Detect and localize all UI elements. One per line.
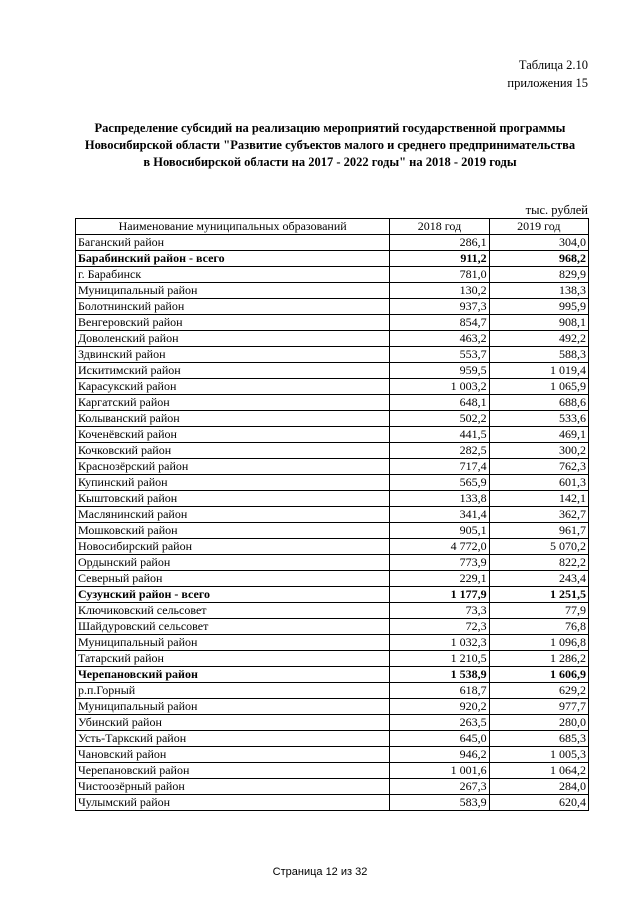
value-2018-cell: 72,3 (390, 619, 489, 635)
municipality-cell: Здвинский район (76, 347, 390, 363)
municipality-cell: Доволенский район (76, 331, 390, 347)
municipality-cell: Венгеровский район (76, 315, 390, 331)
value-2019-cell: 688,6 (489, 395, 588, 411)
municipality-cell: Чистоозёрный район (76, 779, 390, 795)
value-2018-cell: 1 177,9 (390, 587, 489, 603)
value-2018-cell: 229,1 (390, 571, 489, 587)
value-2019-cell: 138,3 (489, 283, 588, 299)
table-row (76, 795, 589, 811)
value-2018-cell: 781,0 (390, 267, 489, 283)
table-row (76, 539, 589, 555)
value-2018-cell: 553,7 (390, 347, 489, 363)
value-2018-cell: 773,9 (390, 555, 489, 571)
table-row (76, 619, 589, 635)
value-2019-cell: 1 019,4 (489, 363, 588, 379)
value-2019-cell: 77,9 (489, 603, 588, 619)
table-row (76, 315, 589, 331)
title-line-3: в Новосибирской области на 2017 - 2022 годы" на 2018 - 2019 годы (143, 155, 517, 169)
municipality-cell: Татарский район (76, 651, 390, 667)
municipality-cell: Северный район (76, 571, 390, 587)
value-2018-cell: 1 001,6 (390, 763, 489, 779)
value-2019-cell: 995,9 (489, 299, 588, 315)
table-row (76, 475, 589, 491)
value-2019-cell: 1 606,9 (489, 667, 588, 683)
value-2019-cell: 284,0 (489, 779, 588, 795)
units-label: тыс. рублей (525, 203, 588, 217)
table-row (76, 747, 589, 763)
value-2019-cell: 685,3 (489, 731, 588, 747)
municipality-cell: Коченёвский район (76, 427, 390, 443)
title-line-1: Распределение субсидий на реализацию мероприятий государственной программы (94, 121, 566, 135)
table-row (76, 651, 589, 667)
value-2019-cell: 829,9 (489, 267, 588, 283)
table-row (76, 363, 589, 379)
municipality-cell: Болотнинский район (76, 299, 390, 315)
value-2019-cell: 469,1 (489, 427, 588, 443)
municipality-cell: Искитимский район (76, 363, 390, 379)
table-number: Таблица 2.10 (518, 58, 588, 72)
municipality-cell: Краснозёрский район (76, 459, 390, 475)
value-2019-cell: 968,2 (489, 251, 588, 267)
header-municipality: Наименование муниципальных образований (76, 219, 390, 235)
table-row (76, 331, 589, 347)
value-2018-cell: 282,5 (390, 443, 489, 459)
value-2019-cell: 362,7 (489, 507, 588, 523)
value-2019-cell: 142,1 (489, 491, 588, 507)
table-row (76, 715, 589, 731)
value-2018-cell: 583,9 (390, 795, 489, 811)
value-2018-cell: 1 538,9 (390, 667, 489, 683)
value-2019-cell: 1 064,2 (489, 763, 588, 779)
table-row (76, 763, 589, 779)
appendix-number: приложения 15 (507, 76, 588, 90)
value-2018-cell: 717,4 (390, 459, 489, 475)
value-2018-cell: 911,2 (390, 251, 489, 267)
municipality-cell: Черепановский район (76, 667, 390, 683)
table-row (76, 667, 589, 683)
municipality-cell: Усть-Таркский район (76, 731, 390, 747)
municipality-cell: Чановский район (76, 747, 390, 763)
table-row (76, 283, 589, 299)
municipality-cell: Кочковский район (76, 443, 390, 459)
table-row (76, 267, 589, 283)
municipality-cell: Ордынский район (76, 555, 390, 571)
municipality-cell: Сузунский район - всего (76, 587, 390, 603)
value-2018-cell: 130,2 (390, 283, 489, 299)
table-row (76, 699, 589, 715)
table-row (76, 731, 589, 747)
value-2019-cell: 304,0 (489, 235, 588, 251)
value-2018-cell: 263,5 (390, 715, 489, 731)
municipality-cell: г. Барабинск (76, 267, 390, 283)
value-2019-cell: 961,7 (489, 523, 588, 539)
table-row (76, 459, 589, 475)
municipality-cell: р.п.Горный (76, 683, 390, 699)
value-2018-cell: 854,7 (390, 315, 489, 331)
value-2018-cell: 565,9 (390, 475, 489, 491)
value-2019-cell: 588,3 (489, 347, 588, 363)
table-row (76, 411, 589, 427)
table-row (76, 443, 589, 459)
value-2018-cell: 1 210,5 (390, 651, 489, 667)
municipality-cell: Купинский район (76, 475, 390, 491)
header-2018: 2018 год (390, 219, 489, 235)
value-2018-cell: 73,3 (390, 603, 489, 619)
table-row (76, 507, 589, 523)
page-number: Страница 12 из 32 (272, 866, 368, 878)
value-2018-cell: 441,5 (390, 427, 489, 443)
municipality-cell: Черепановский район (76, 763, 390, 779)
value-2019-cell: 629,2 (489, 683, 588, 699)
value-2019-cell: 762,3 (489, 459, 588, 475)
table-body (76, 235, 589, 811)
table-row (76, 379, 589, 395)
municipality-cell: Барабинский район - всего (76, 251, 390, 267)
value-2018-cell: 959,5 (390, 363, 489, 379)
table-row (76, 427, 589, 443)
value-2018-cell: 946,2 (390, 747, 489, 763)
table-row (76, 555, 589, 571)
value-2019-cell: 1 005,3 (489, 747, 588, 763)
value-2018-cell: 286,1 (390, 235, 489, 251)
table-row (76, 491, 589, 507)
table-header-row (76, 219, 589, 235)
value-2018-cell: 502,2 (390, 411, 489, 427)
value-2018-cell: 463,2 (390, 331, 489, 347)
table-row (76, 235, 589, 251)
table-row (76, 683, 589, 699)
value-2019-cell: 300,2 (489, 443, 588, 459)
value-2018-cell: 937,3 (390, 299, 489, 315)
value-2019-cell: 5 070,2 (489, 539, 588, 555)
value-2019-cell: 822,2 (489, 555, 588, 571)
value-2019-cell: 977,7 (489, 699, 588, 715)
municipality-cell: Убинский район (76, 715, 390, 731)
value-2018-cell: 1 003,2 (390, 379, 489, 395)
table-row (76, 571, 589, 587)
municipality-cell: Муниципальный район (76, 699, 390, 715)
value-2019-cell: 601,3 (489, 475, 588, 491)
municipality-cell: Ключиковский сельсовет (76, 603, 390, 619)
value-2019-cell: 908,1 (489, 315, 588, 331)
value-2019-cell: 280,0 (489, 715, 588, 731)
title-line-2: Новосибирской области "Развитие субъектов малого и среднего предпринимательства (84, 138, 576, 152)
municipality-cell: Колыванский район (76, 411, 390, 427)
municipality-cell: Новосибирский район (76, 539, 390, 555)
value-2018-cell: 905,1 (390, 523, 489, 539)
value-2019-cell: 533,6 (489, 411, 588, 427)
header-2019: 2019 год (489, 219, 588, 235)
municipality-cell: Карасукский район (76, 379, 390, 395)
table-reference (507, 56, 588, 92)
value-2018-cell: 645,0 (390, 731, 489, 747)
table-row (76, 603, 589, 619)
value-2018-cell: 133,8 (390, 491, 489, 507)
value-2018-cell: 4 772,0 (390, 539, 489, 555)
value-2019-cell: 1 286,2 (489, 651, 588, 667)
table-row (76, 635, 589, 651)
municipality-cell: Каргатский район (76, 395, 390, 411)
table-row (76, 779, 589, 795)
document-title (60, 120, 600, 171)
value-2019-cell: 1 251,5 (489, 587, 588, 603)
value-2018-cell: 920,2 (390, 699, 489, 715)
municipality-cell: Муниципальный район (76, 283, 390, 299)
value-2019-cell: 1 096,8 (489, 635, 588, 651)
value-2019-cell: 1 065,9 (489, 379, 588, 395)
value-2019-cell: 243,4 (489, 571, 588, 587)
table-row (76, 299, 589, 315)
subsidy-table (75, 218, 589, 811)
municipality-cell: Муниципальный район (76, 635, 390, 651)
value-2019-cell: 620,4 (489, 795, 588, 811)
table-row (76, 395, 589, 411)
value-2018-cell: 1 032,3 (390, 635, 489, 651)
value-2018-cell: 341,4 (390, 507, 489, 523)
value-2018-cell: 267,3 (390, 779, 489, 795)
municipality-cell: Шайдуровский сельсовет (76, 619, 390, 635)
table-row (76, 251, 589, 267)
municipality-cell: Маслянинский район (76, 507, 390, 523)
value-2019-cell: 76,8 (489, 619, 588, 635)
value-2019-cell: 492,2 (489, 331, 588, 347)
value-2018-cell: 618,7 (390, 683, 489, 699)
table-row (76, 523, 589, 539)
table-row (76, 587, 589, 603)
value-2018-cell: 648,1 (390, 395, 489, 411)
municipality-cell: Баганский район (76, 235, 390, 251)
table-row (76, 347, 589, 363)
municipality-cell: Кыштовский район (76, 491, 390, 507)
municipality-cell: Чулымский район (76, 795, 390, 811)
municipality-cell: Мошковский район (76, 523, 390, 539)
